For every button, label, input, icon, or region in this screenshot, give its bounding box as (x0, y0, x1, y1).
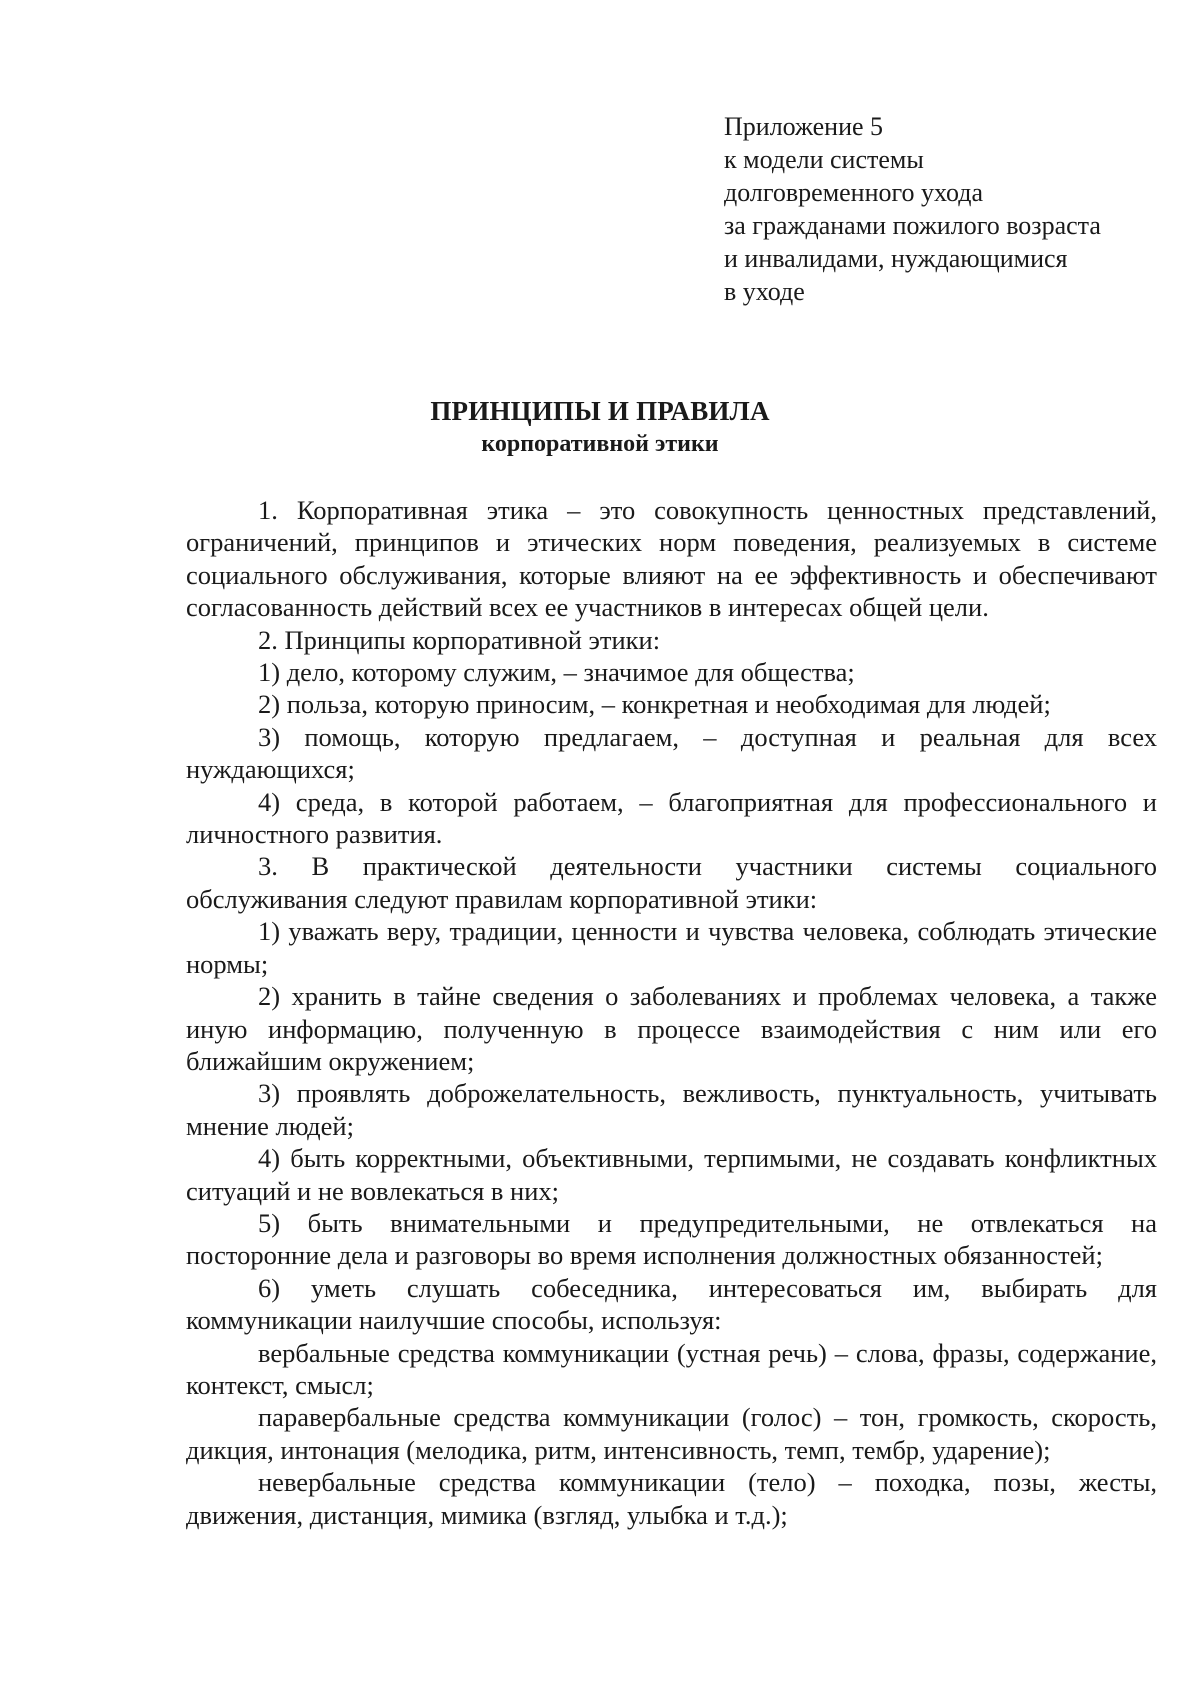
appendix-line: к модели системы (724, 145, 924, 174)
paragraph: 4) быть корректными, объективными, терпимыми, не создавать конфликтных ситуаций и не вовлекаться в них; (186, 1143, 1157, 1206)
appendix-line: долговременного ухода (724, 178, 984, 207)
paragraph: 1) уважать веру, традиции, ценности и чувства человека, соблюдать этические нормы; (186, 916, 1157, 979)
appendix-reference (724, 110, 1101, 308)
paragraph: 6) уметь слушать собеседника, интересоваться им, выбирать для коммуникации наилучшие способы, используя: (186, 1272, 1157, 1336)
paragraph: 2. Принципы корпоративной этики: (258, 624, 661, 655)
document-title: ПРИНЦИПЫ И ПРАВИЛА (430, 396, 770, 426)
document-heading (0, 394, 1200, 460)
appendix-line: и инвалидами, нуждающимися (724, 244, 1068, 273)
document-body (186, 494, 1157, 1531)
appendix-line: Приложение 5 (724, 112, 884, 141)
appendix-line: в уходе (724, 277, 805, 306)
paragraph: невербальные средства коммуникации (тело) – походка, позы, жесты, движения, дистанция, мимика (взгляд, улыбка и т.д.); (186, 1467, 1157, 1530)
paragraph: 2) польза, которую приносим, – конкретная и необходимая для людей; (258, 689, 1051, 720)
paragraph: 5) быть внимательными и предупредительными, не отвлекаться на посторонние дела и разговоры во время исполнения должностных обязанностей; (186, 1207, 1157, 1271)
paragraph: 1) дело, которому служим, – значимое для общества; (258, 657, 855, 688)
paragraph: паравербальные средства коммуникации (голос) – тон, громкость, скорость, дикция, интонация (мелодика, ритм, интенсивность, темп, тембр, ударение); (186, 1402, 1157, 1465)
paragraph: вербальные средства коммуникации (устная речь) – слова, фразы, содержание, контекст, смысл; (186, 1337, 1157, 1400)
document-subtitle: корпоративной этики (481, 431, 719, 457)
paragraph: 3) проявлять доброжелательность, вежливость, пунктуальность, учитывать мнение людей; (186, 1078, 1157, 1141)
appendix-line: за гражданами пожилого возраста (724, 211, 1101, 240)
paragraph: 4) среда, в которой работаем, – благоприятная для профессионального и личностного развития. (186, 786, 1157, 850)
paragraph: 2) хранить в тайне сведения о заболеваниях и проблемах человека, а также иную информацию, полученную в процессе взаимодействия с ним или его ближайшим окружением; (186, 981, 1157, 1076)
paragraph: 1. Корпоративная этика – это совокупность ценностных представлений, ограничений, принципов и этических норм поведения, реализуемых в системе социального обслуживания, которые влияют на ее эффективность и обеспечивают согласованность действий всех ее участников в интересах общей цели. (186, 495, 1157, 623)
paragraph: 3) помощь, которую предлагаем, – доступная и реальная для всех нуждающихся; (186, 721, 1157, 785)
paragraph: 3. В практической деятельности участники системы социального обслуживания следуют правилам корпоративной этики: (186, 851, 1157, 914)
